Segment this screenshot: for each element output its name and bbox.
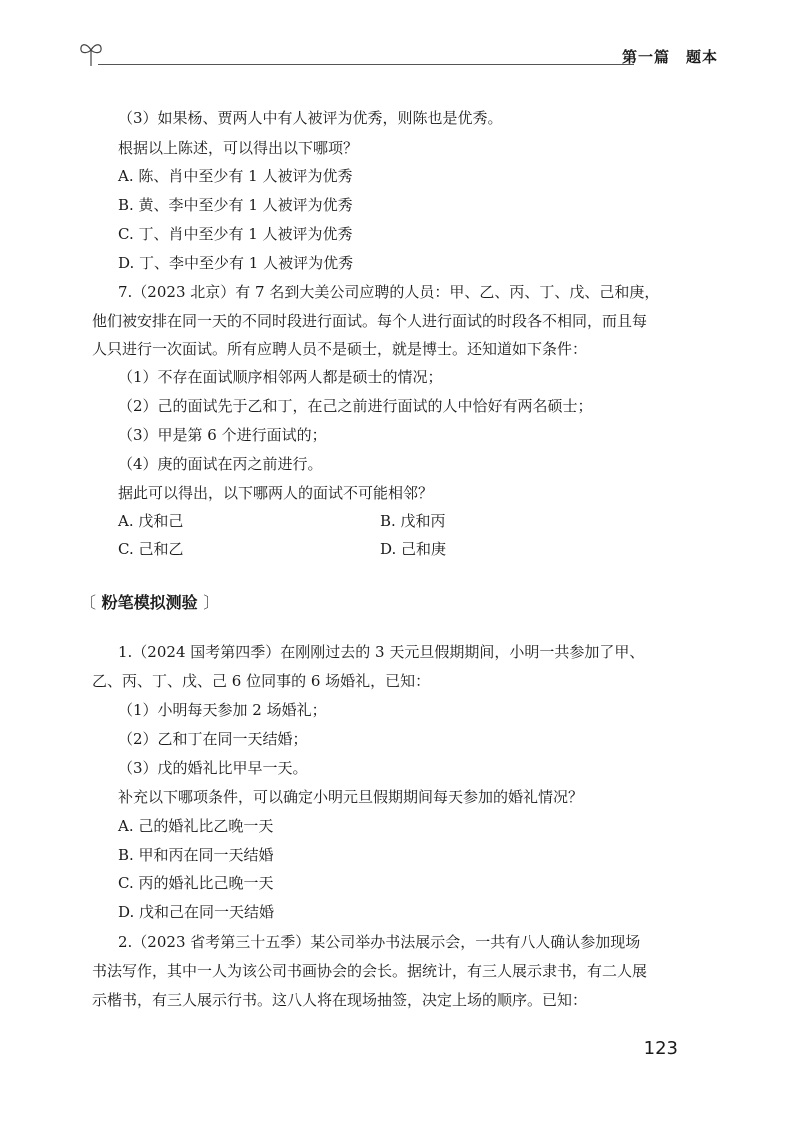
question-prompt: 根据以上陈述，可以得出以下哪项？ (118, 139, 359, 157)
question-prompt: 补充以下哪项条件，可以确定小明元旦假期期间每天参加的婚礼情况？ (118, 788, 584, 806)
option-d: D. 丁、李中至少有 1 人被评为优秀 (118, 254, 354, 272)
option-d: D. 戊和己在同一天结婚 (118, 903, 275, 921)
question-7-line: 人只进行一次面试。所有应聘人员不是硕士，就是博士。还知道如下条件： (92, 340, 588, 358)
mock-question-2-line: 书法写作，其中一人为该公司书画协会的会长。据统计，有三人展示隶书，有二人展 (92, 962, 648, 980)
header-title: 第一篇 题本 (621, 48, 718, 66)
condition-text: （3）戊的婚礼比甲早一天。 (118, 759, 308, 777)
condition-text: （1）不存在面试顺序相邻两人都是硕士的情况； (118, 368, 443, 386)
option-d: D. 己和庚 (380, 540, 447, 558)
page-number: 123 (643, 1038, 678, 1059)
option-c: C. 丙的婚礼比己晚一天 (118, 874, 274, 892)
condition-text: （2）乙和丁在同一天结婚； (118, 730, 308, 748)
mock-question-1-line: 1.（2024 国考第四季）在刚刚过去的 3 天元旦假期期间，小明一共参加了甲、 (118, 643, 645, 661)
section-title-text: 粉笔模拟测验 (101, 593, 198, 612)
option-a: A. 陈、肖中至少有 1 人被评为优秀 (118, 167, 353, 185)
mock-question-1-line: 乙、丙、丁、戊、己 6 位同事的 6 场婚礼，已知： (92, 672, 431, 690)
question-7-line: 他们被安排在同一天的不同时段进行面试。每个人进行面试的时段各不相同，而且每 (92, 312, 648, 330)
option-c: C. 己和乙 (118, 540, 184, 558)
condition-text: （4）庚的面试在丙之前进行。 (118, 455, 323, 473)
option-c: C. 丁、肖中至少有 1 人被评为优秀 (118, 225, 353, 243)
option-b: B. 甲和丙在同一天结婚 (118, 846, 274, 864)
condition-text: （1）小明每天参加 2 场婚礼； (118, 701, 327, 719)
mock-question-2-line: 2.（2023 省考第三十五季）某公司举办书法展示会，一共有八人确认参加现场 (118, 933, 641, 951)
option-a: A. 戊和己 (118, 512, 184, 530)
question-prompt: 据此可以得出，以下哪两人的面试不可能相邻？ (118, 484, 434, 502)
section-bracket-open: 〔 (80, 593, 97, 612)
option-b: B. 戊和丙 (380, 512, 446, 530)
option-a: A. 己的婚礼比乙晚一天 (118, 817, 274, 835)
question-7-line: 7.（2023 北京）有 7 名到大美公司应聘的人员：甲、乙、丙、丁、戊、己和庚， (118, 283, 660, 301)
option-b: B. 黄、李中至少有 1 人被评为优秀 (118, 196, 353, 214)
condition-text: （2）己的面试先于乙和丁，在己之前进行面试的人中恰好有两名硕士； (118, 397, 593, 415)
section-bracket-close: 〕 (203, 593, 220, 612)
section-title (80, 590, 219, 613)
condition-text: （3）甲是第 6 个进行面试的； (118, 426, 327, 444)
condition-text: （3）如果杨、贾两人中有人被评为优秀，则陈也是优秀。 (118, 109, 503, 127)
mock-question-2-line: 示楷书，有三人展示行书。这八人将在现场抽签，决定上场的顺序。已知： (92, 991, 588, 1009)
